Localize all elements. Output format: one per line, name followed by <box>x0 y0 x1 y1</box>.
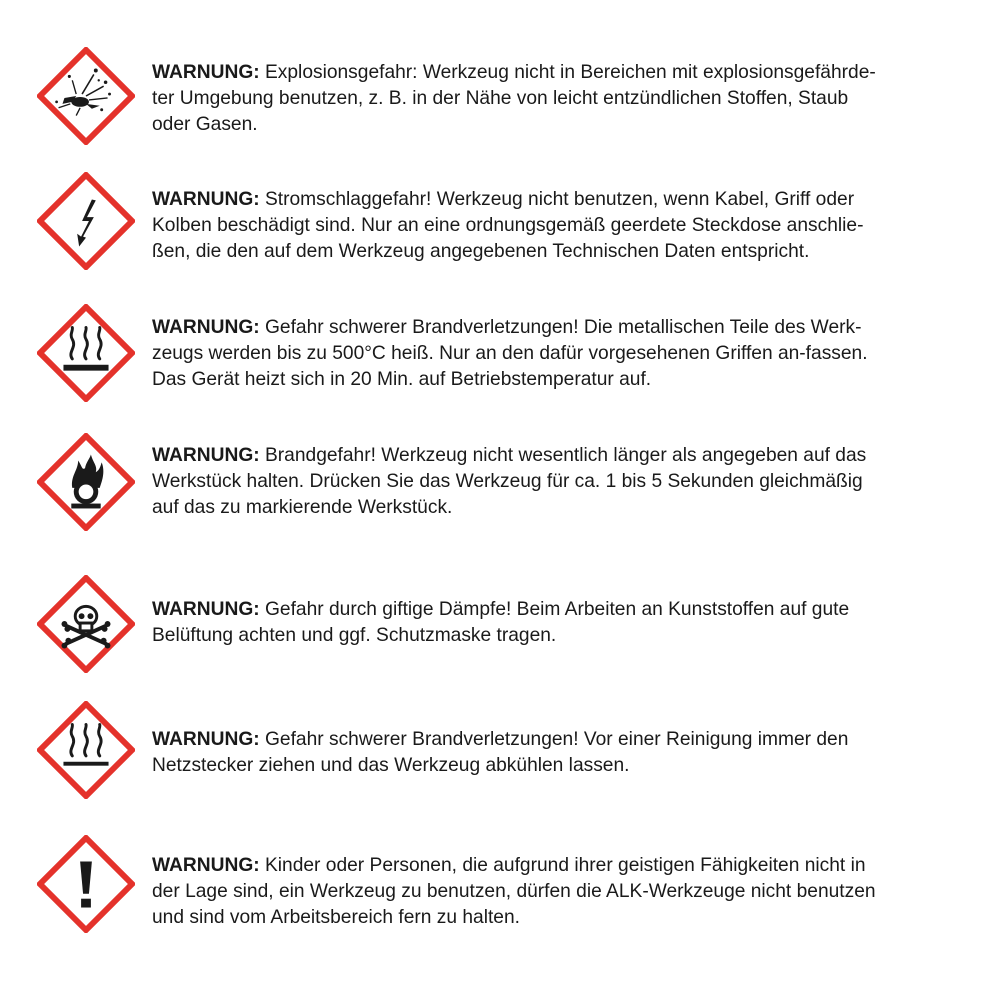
warning-text: WARNUNG: Gefahr durch giftige Dämpfe! Beim Arbeiten an Kunststoffen auf gute Belüftung achten und ggf. Schutzmaske tragen. <box>152 599 850 646</box>
warning-text: WARNUNG: Stromschlaggefahr! Werkzeug nicht benutzen, wenn Kabel, Griff oder Kolben beschädigt sind. Nur an eine ordnungsgemäß geerdete Steckdose anschlie- ßen, die den auf dem Werkzeug angegebenen Technischen Daten entspricht. <box>152 189 864 262</box>
warning-text: WARNUNG: Explosionsgefahr: Werkzeug nicht in Bereichen mit explosionsgefährde- ter Umgebung benutzen, z. B. in der Nähe von leicht entzündlichen Stoffen, Staub oder Gasen. <box>152 62 876 135</box>
warning-text: WARNUNG: Gefahr schwerer Brandverletzungen! Vor einer Reinigung immer den Netzstecker ziehen und das Werkzeug abkühlen lassen. <box>152 729 849 776</box>
electric-shock-icon <box>37 172 135 270</box>
warning-label: WARNUNG: <box>152 855 260 876</box>
warning-label: WARNUNG: <box>152 599 260 620</box>
hot-surface-icon <box>37 304 135 402</box>
exclamation-icon <box>37 835 135 933</box>
warning-label: WARNUNG: <box>152 62 260 83</box>
warning-label: WARNUNG: <box>152 317 260 338</box>
warning-text: WARNUNG: Gefahr schwerer Brandverletzungen! Die metallischen Teile des Werk- zeugs werden bis zu 500°C heiß. Nur an den dafür vorgesehenen Griffen an-fassen. Das Gerät heizt sich in 20 Min. auf Betriebstemperatur auf. <box>152 317 868 390</box>
oxidizing-flame-icon <box>37 433 135 531</box>
warning-label: WARNUNG: <box>152 189 260 210</box>
warning-label: WARNUNG: <box>152 445 260 466</box>
warning-text: WARNUNG: Brandgefahr! Werkzeug nicht wesentlich länger als angegeben auf das Werkstück halten. Drücken Sie das Werkzeug für ca. 1 bis 5 Sekunden gleichmäßig auf das zu markierende Werkstück. <box>152 445 867 518</box>
warning-text: WARNUNG: Kinder oder Personen, die aufgrund ihrer geistigen Fähigkeiten nicht in der Lage sind, ein Werkzeug zu benutzen, dürfen die ALK-Werkzeuge nicht benutzen und sind vom Arbeitsbereich fern zu halten. <box>152 855 876 928</box>
warning-label: WARNUNG: <box>152 729 260 750</box>
explosive-icon <box>37 47 135 145</box>
skull-crossbones-icon <box>37 575 135 673</box>
hot-surface-icon <box>37 701 135 799</box>
